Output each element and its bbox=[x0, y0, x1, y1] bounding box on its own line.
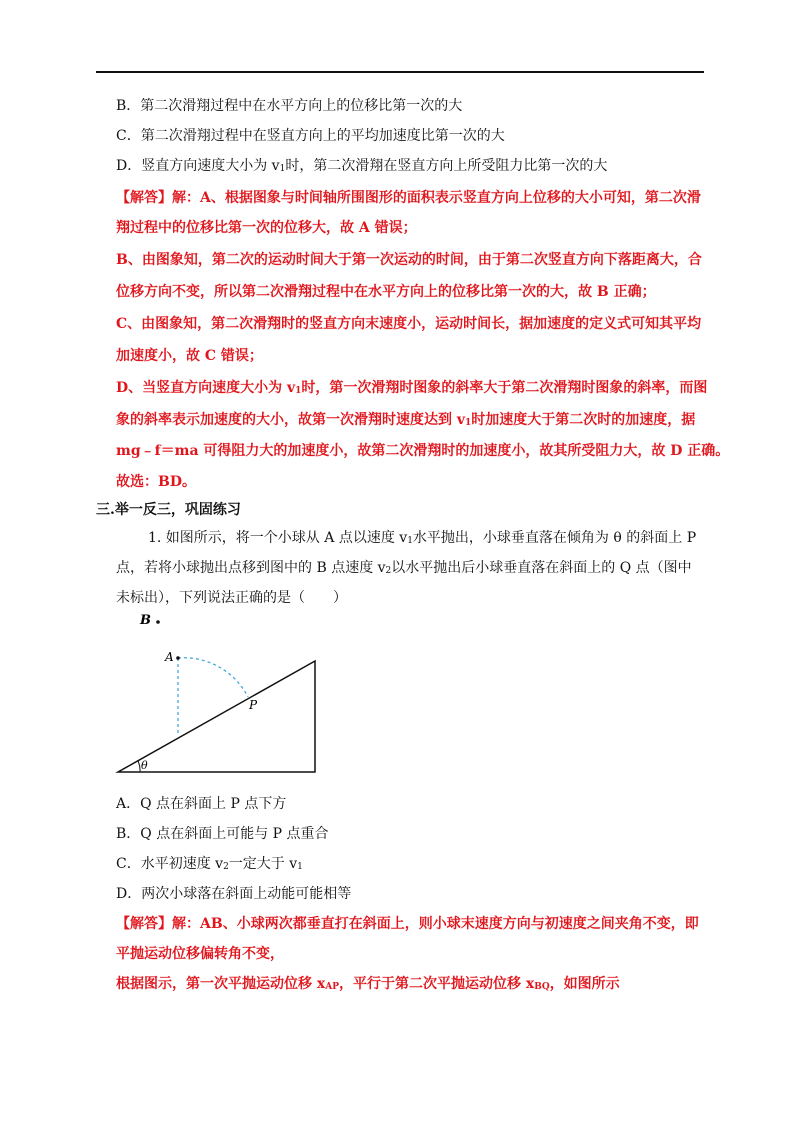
section-title: 三.举一反三，巩固练习 bbox=[96, 502, 241, 518]
solution1-line9: mg﹣f＝ma 可得阻力大的加速度小，故第二次滑翔时的加速度小，故其所受阻力大，故 D 正确。 bbox=[116, 443, 730, 459]
incline-triangle bbox=[118, 661, 315, 772]
solution1-line1: 【解答】解：A、根据图象与时间轴所围图形的面积表示竖直方向上位移的大小可知，第二次滑 bbox=[116, 190, 701, 206]
solution1-line7: D、当竖直方向速度大小为 $v_1$时，第一次滑翔时图象的斜率大于第二次滑翔时图象的斜率，而图 bbox=[116, 380, 708, 396]
solution1-line6: 加速度小，故 C 错误； bbox=[116, 348, 263, 364]
solution1-line10: 故选：BD。 bbox=[116, 474, 196, 490]
option-d: D．两次小球落在斜面上动能可能相等 bbox=[116, 886, 352, 902]
solution1-line3: B、由图象知，第二次的运动时间大于第一次运动的时间，由于第二次竖直方向下落距离大，合 bbox=[116, 252, 702, 268]
header-rule bbox=[96, 71, 704, 73]
solution1-line5: C、由图象知，第二次滑翔时的竖直方向末速度小，运动时间长，据加速度的定义式可知其平均 bbox=[116, 316, 702, 332]
label-p: P bbox=[249, 698, 258, 712]
solution-tag: 【解答】 bbox=[116, 916, 172, 932]
question-line2: 点，若将小球抛出点移到图中的 B 点速度 $v_2$以水平抛出后小球垂直落在斜面上的 Q 点（图中 bbox=[116, 560, 692, 576]
option-c: C．水平初速度 $v_2$一定大于 $v_1$ bbox=[116, 856, 303, 872]
solution-tag: 【解答】 bbox=[116, 190, 172, 206]
solution1-line8: 象的斜率表示加速度的大小，故第一次滑翔时速度达到 $v_1$时加速度大于第二次时的加速度，据 bbox=[116, 412, 696, 428]
option-b-prev: B．第二次滑翔过程中在水平方向上的位移比第一次的大 bbox=[116, 98, 463, 114]
solution2-line3: 根据图示，第一次平抛运动位移 $x_{AP}$，平行于第二次平抛运动位移 $x_{BQ}$，如图所示 bbox=[116, 976, 620, 992]
option-b: B．Q 点在斜面上可能与 P 点重合 bbox=[116, 826, 329, 842]
solution1-line4: 位移方向不变，所以第二次滑翔过程中在水平方向上的位移比第一次的大，故 B 正确； bbox=[116, 284, 656, 300]
solution1-line2: 翔过程中的位移比第一次的位移大，故 A 错误； bbox=[116, 220, 417, 236]
label-a: A bbox=[165, 650, 174, 664]
trajectory-arc bbox=[178, 658, 248, 697]
solution2-line1: 【解答】解：AB、小球两次都垂直打在斜面上，则小球末速度方向与初速度之间夹角不变，即 bbox=[116, 916, 699, 932]
solution2-line2: 平抛运动位移偏转角不变， bbox=[116, 946, 284, 962]
angle-arc bbox=[138, 761, 140, 772]
label-b: B bbox=[140, 613, 151, 628]
question-line3: 未标出），下列说法正确的是（ ） bbox=[116, 590, 347, 606]
question-line1: 1. 如图所示，将一个小球从 A 点以速度 $v_1$水平抛出，小球垂直落在倾角为 θ 的斜面上 P bbox=[148, 530, 697, 546]
option-c-prev: C．第二次滑翔过程中在竖直方向上的平均加速度比第一次的大 bbox=[116, 128, 505, 144]
option-d-prev: D．竖直方向速度大小为 $v_1$时，第二次滑翔在竖直方向上所受阻力比第一次的大 bbox=[116, 158, 608, 174]
point-b bbox=[156, 620, 160, 624]
label-theta: θ bbox=[141, 759, 148, 772]
point-a bbox=[176, 656, 180, 660]
option-a: A．Q 点在斜面上 P 点下方 bbox=[116, 796, 287, 812]
incline-figure bbox=[110, 608, 350, 778]
